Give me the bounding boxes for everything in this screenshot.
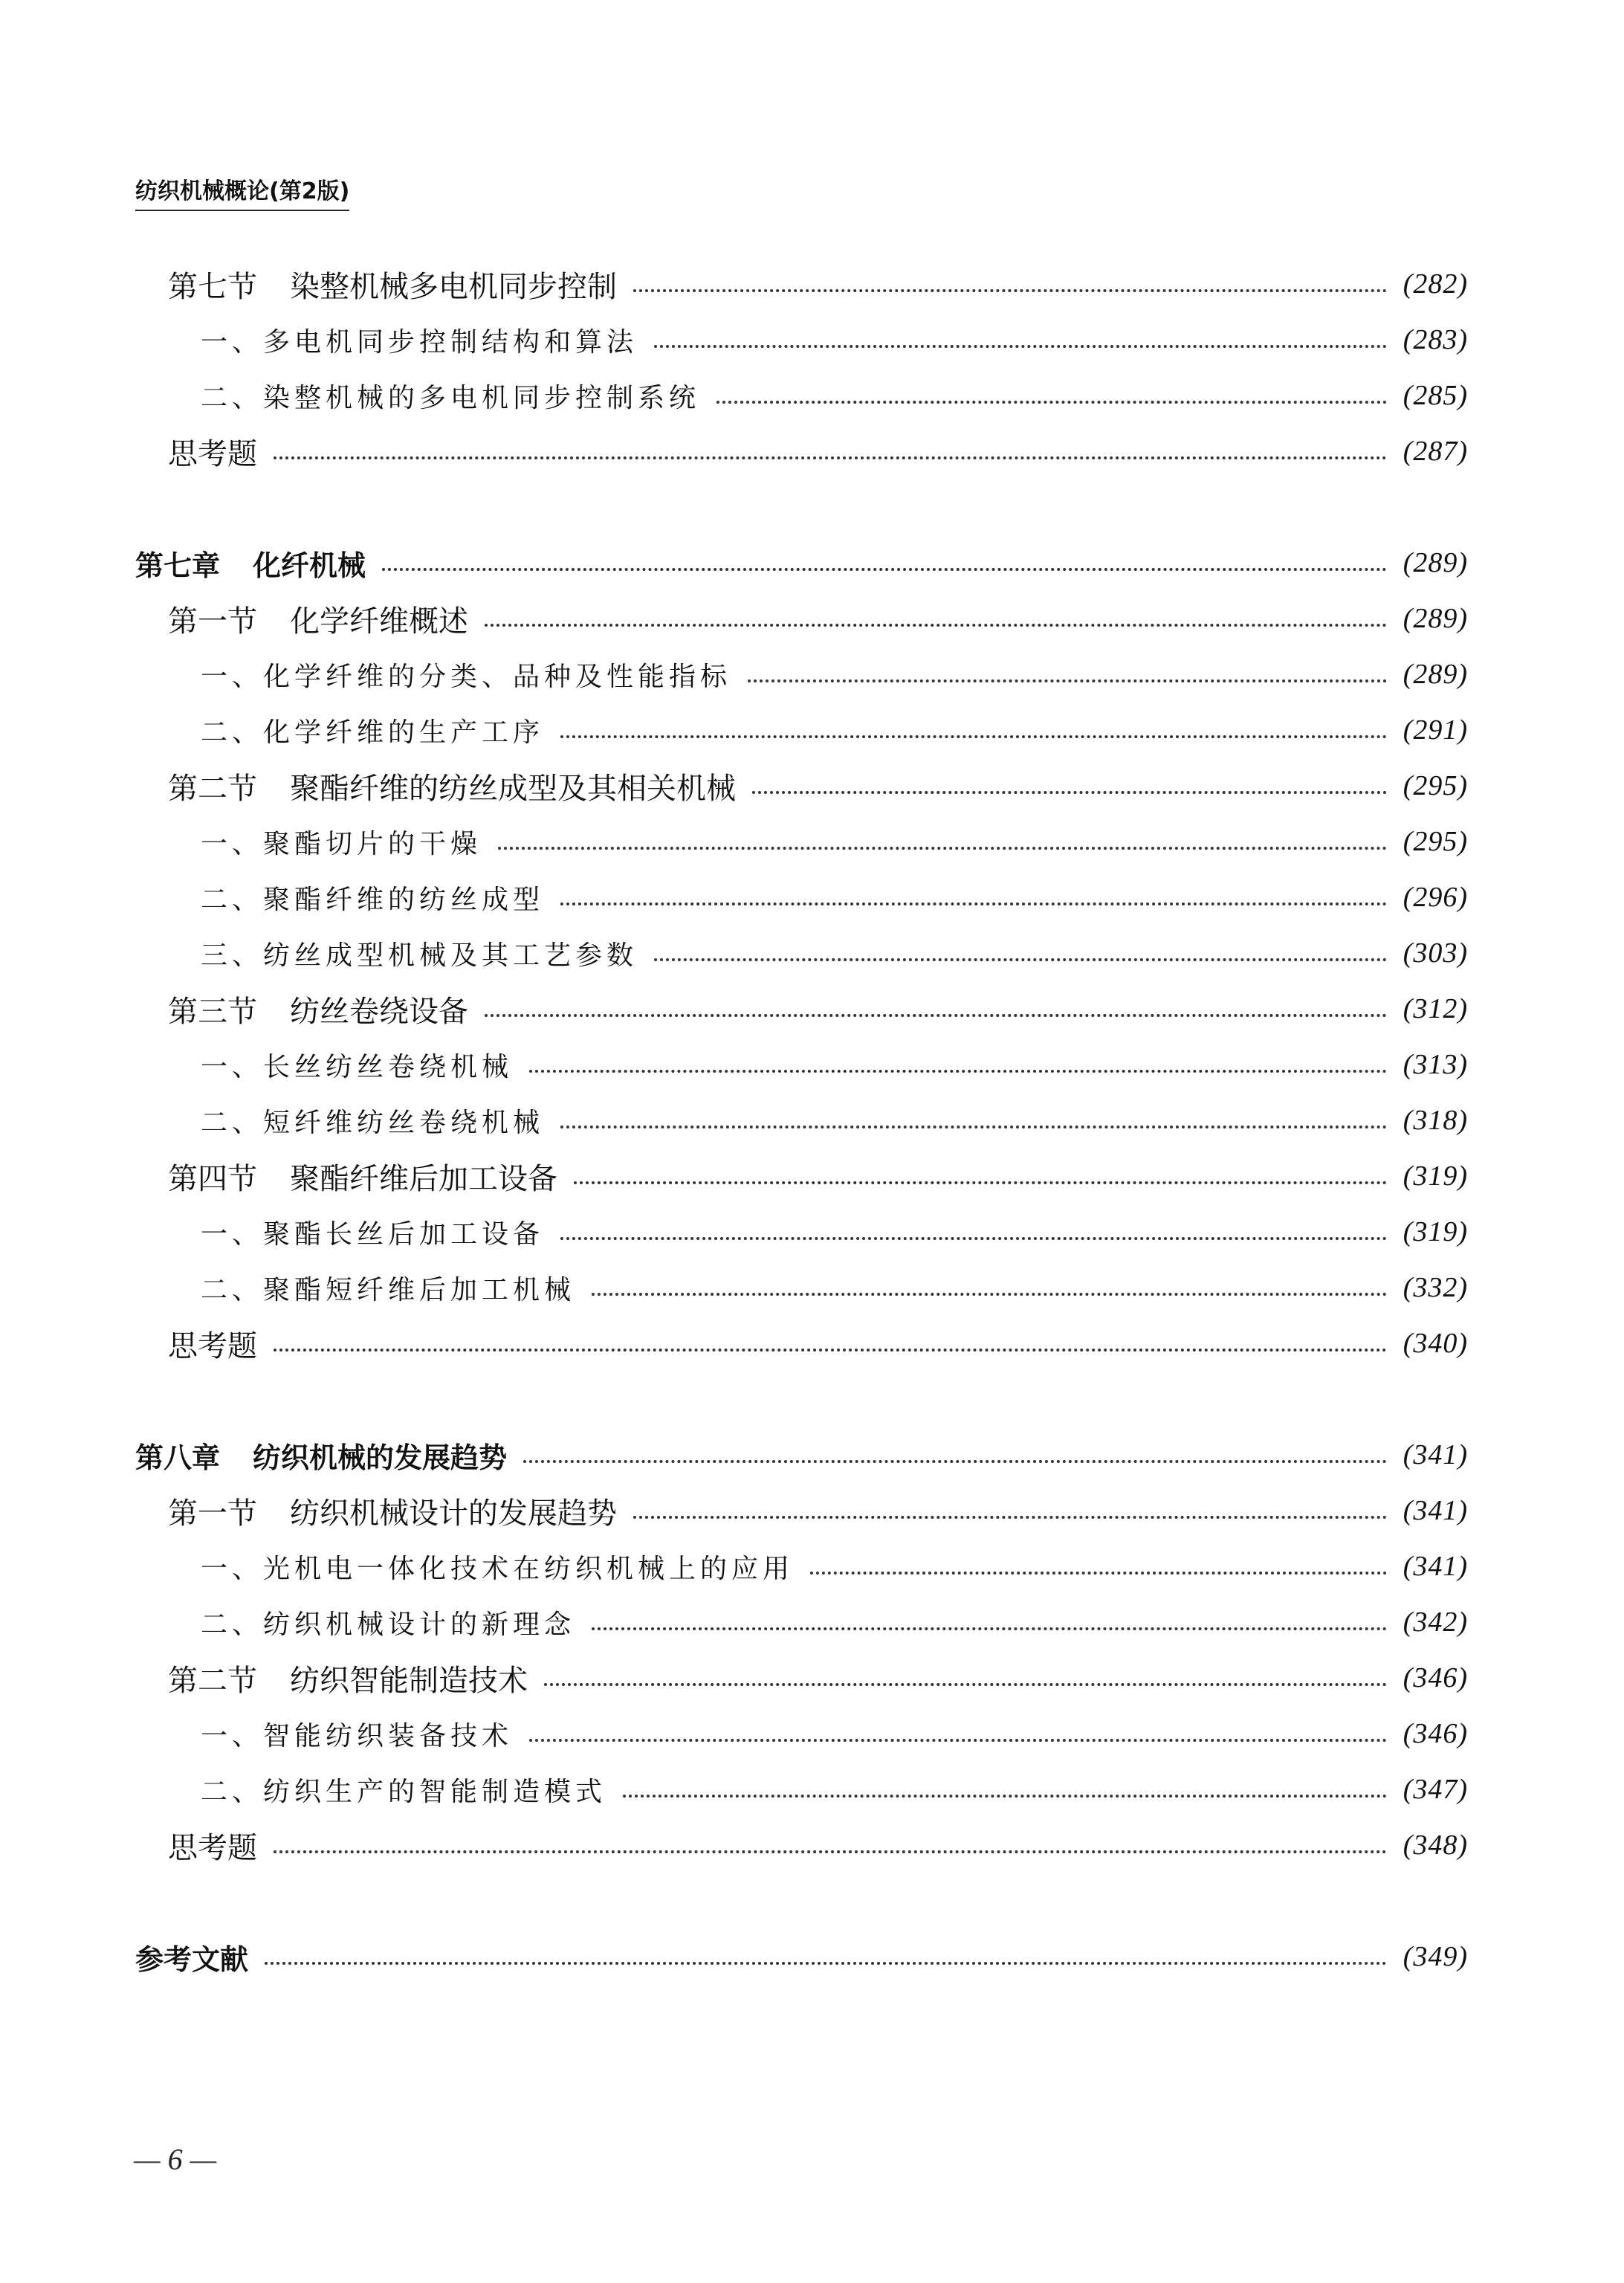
toc-entry-text: 一、多电机同步控制结构和算法 [201,326,638,358]
running-header: 纺织机械概论(第2版) [135,177,349,211]
toc-entry-text: 纺织机械的发展趋势 [253,1441,508,1474]
dot-leader [382,568,1387,571]
toc-entry-text: 一、智能纺织装备技术 [201,1720,514,1751]
toc-entry-text: 二、纺织机械设计的新理念 [201,1609,576,1640]
toc-entry-text: 聚酯纤维后加工设备 [290,1161,557,1196]
toc-entry-page: (289) [1403,659,1468,690]
dot-leader [716,401,1387,404]
toc-entry-item[interactable] [201,1544,1468,1589]
toc-entry-section[interactable] [168,1154,1468,1198]
toc-entry-page: (342) [1403,1607,1468,1638]
dot-leader [498,847,1387,850]
toc-entry-text: 思考题 [168,1830,257,1865]
toc-entry-item[interactable] [201,317,1468,362]
toc-entry-title [135,1435,523,1476]
toc-entry-text: 参考文献 [135,1943,249,1976]
toc-entry-label: 第七章 [135,549,221,582]
toc-entry-page: (295) [1403,826,1468,857]
toc-entry-text: 一、聚酯长丝后加工设备 [201,1218,545,1250]
toc-entry-label: 第四节 [168,1161,257,1196]
toc-entry-page: (348) [1403,1830,1468,1861]
toc-entry-page: (282) [1403,268,1468,300]
toc-entry-page: (341) [1403,1551,1468,1582]
dot-leader [654,958,1387,961]
toc-entry-references[interactable] [135,1934,1468,1979]
toc-entry-text: 聚酯纤维的纺丝成型及其相关机械 [290,771,736,806]
toc-entry-label: 第一节 [168,604,257,639]
toc-entry-text: 纺织机械设计的发展趋势 [290,1496,617,1531]
toc-entry-page: (332) [1403,1272,1468,1303]
toc-entry-page: (283) [1403,324,1468,355]
dot-leader [523,1460,1387,1463]
toc-entry-page: (313) [1403,1049,1468,1080]
toc-entry-item[interactable] [201,1210,1468,1254]
dot-leader [274,1349,1387,1352]
toc-entry-text: 纺丝卷绕设备 [290,994,468,1029]
toc-entry-section[interactable] [168,1656,1468,1700]
toc-entry-label: 第七节 [168,269,257,304]
dot-leader [274,1850,1387,1853]
toc-entry-title [168,263,633,306]
toc-entry-text: 三、纺丝成型机械及其工艺参数 [201,940,638,971]
toc-entry-text: 一、化学纤维的分类、品种及性能指标 [201,661,732,692]
dot-leader [748,679,1387,682]
toc-entry-item[interactable] [201,1042,1468,1087]
dot-leader [485,624,1387,627]
toc-entry-page: (347) [1403,1774,1468,1805]
dot-leader [633,1516,1387,1519]
dot-leader [544,1683,1387,1686]
toc-entry-page: (319) [1403,1216,1468,1247]
dot-leader [529,1070,1387,1073]
toc-entry-page: (318) [1403,1105,1468,1136]
toc-entry-text: 二、聚酯纤维的纺丝成型 [201,884,545,915]
toc-entry-page: (346) [1403,1662,1468,1693]
toc-entry-page: (312) [1403,993,1468,1024]
toc-entry-item[interactable] [201,708,1468,752]
toc-entry-section[interactable] [168,986,1468,1031]
toc-entry-exercise[interactable] [168,1823,1468,1867]
toc-entry-page: (319) [1403,1160,1468,1192]
toc-entry-title [135,543,382,584]
toc-entry-item[interactable] [201,1098,1468,1143]
dot-leader [485,1014,1387,1017]
toc-entry-page: (295) [1403,770,1468,801]
toc-entry-page: (341) [1403,1439,1468,1470]
dot-leader [574,1181,1387,1184]
toc-entry-item[interactable] [201,652,1468,697]
toc-entry-text: 化学纤维概述 [290,604,468,639]
toc-entry-chapter[interactable] [135,540,1468,585]
toc-entry-title [168,988,485,1030]
toc-entry-text: 化纤机械 [253,549,366,582]
dot-leader [623,1795,1387,1798]
toc-entry-page: (289) [1403,603,1468,634]
toc-entry-text: 二、聚酯短纤维后加工机械 [201,1274,576,1305]
toc-entry-page: (303) [1403,937,1468,969]
toc-entry-item[interactable] [201,1265,1468,1310]
dot-leader [654,345,1387,348]
toc-entry-section[interactable] [168,596,1468,641]
toc-entry-exercise[interactable] [168,1321,1468,1366]
toc-entry-item[interactable] [201,1767,1468,1812]
dot-leader [752,791,1387,794]
toc-entry-item[interactable] [201,931,1468,975]
toc-entry-text: 一、长丝纺丝卷绕机械 [201,1051,514,1082]
dot-leader [529,1739,1387,1742]
toc-entry-item[interactable] [201,819,1468,864]
toc-entry-text: 思考题 [168,436,257,471]
dot-leader [592,1293,1387,1296]
dot-leader [560,1237,1387,1240]
toc-entry-label: 第二节 [168,771,257,806]
toc-entry-text: 染整机械多电机同步控制 [290,269,617,304]
dot-leader [560,735,1387,738]
dot-leader [592,1627,1387,1630]
dot-leader [560,902,1387,905]
toc-entry-label: 第八章 [135,1441,221,1474]
toc-entry-item[interactable] [201,1600,1468,1644]
toc-entry-chapter[interactable] [135,1433,1468,1477]
toc-entry-label: 第一节 [168,1496,257,1531]
toc-entry-label: 第二节 [168,1663,257,1698]
toc-entry-text: 一、光机电一体化技术在纺织机械上的应用 [201,1553,795,1584]
toc-entry-page: (285) [1403,380,1468,411]
toc-entry-section[interactable] [168,1488,1468,1533]
toc-entry-label: 第三节 [168,994,257,1029]
toc-entry-text: 纺织智能制造技术 [290,1663,528,1698]
toc-entry-text: 二、纺织生产的智能制造模式 [201,1776,607,1807]
toc-entry-page: (287) [1403,436,1468,467]
toc-entry-title [168,1155,574,1198]
toc-entry-item[interactable] [201,1711,1468,1756]
toc-entry-text: 二、染整机械的多电机同步控制系统 [201,382,701,413]
toc-entry-text: 二、化学纤维的生产工序 [201,717,545,748]
toc-entry-page: (289) [1403,547,1468,578]
toc-entry-page: (296) [1403,882,1468,913]
toc-entry-section[interactable] [168,763,1468,808]
dot-leader [633,289,1387,292]
toc-entry-title [168,765,752,807]
dot-leader [265,1962,1387,1965]
toc-entry-exercise[interactable] [168,429,1468,474]
toc-entry-title [168,1657,544,1699]
toc-entry-text: 二、短纤维纺丝卷绕机械 [201,1107,545,1138]
toc-entry-text: 一、聚酯切片的干燥 [201,828,482,859]
toc-entry-text: 思考题 [168,1328,257,1363]
toc-entry-title [168,598,485,640]
toc-entry-page: (291) [1403,714,1468,746]
toc-entry-page: (349) [1403,1941,1468,1972]
toc-entry-item[interactable] [201,373,1468,418]
dot-leader [810,1572,1387,1575]
toc-entry-page: (340) [1403,1328,1468,1359]
toc-entry-section[interactable] [168,262,1468,306]
page-number: — 6 — [134,2142,217,2176]
toc-entry-title [168,1490,633,1532]
dot-leader [274,456,1387,459]
toc-entry-page: (346) [1403,1718,1468,1749]
toc-entry-page: (341) [1403,1495,1468,1526]
dot-leader [560,1126,1387,1128]
toc-entry-item[interactable] [201,875,1468,920]
